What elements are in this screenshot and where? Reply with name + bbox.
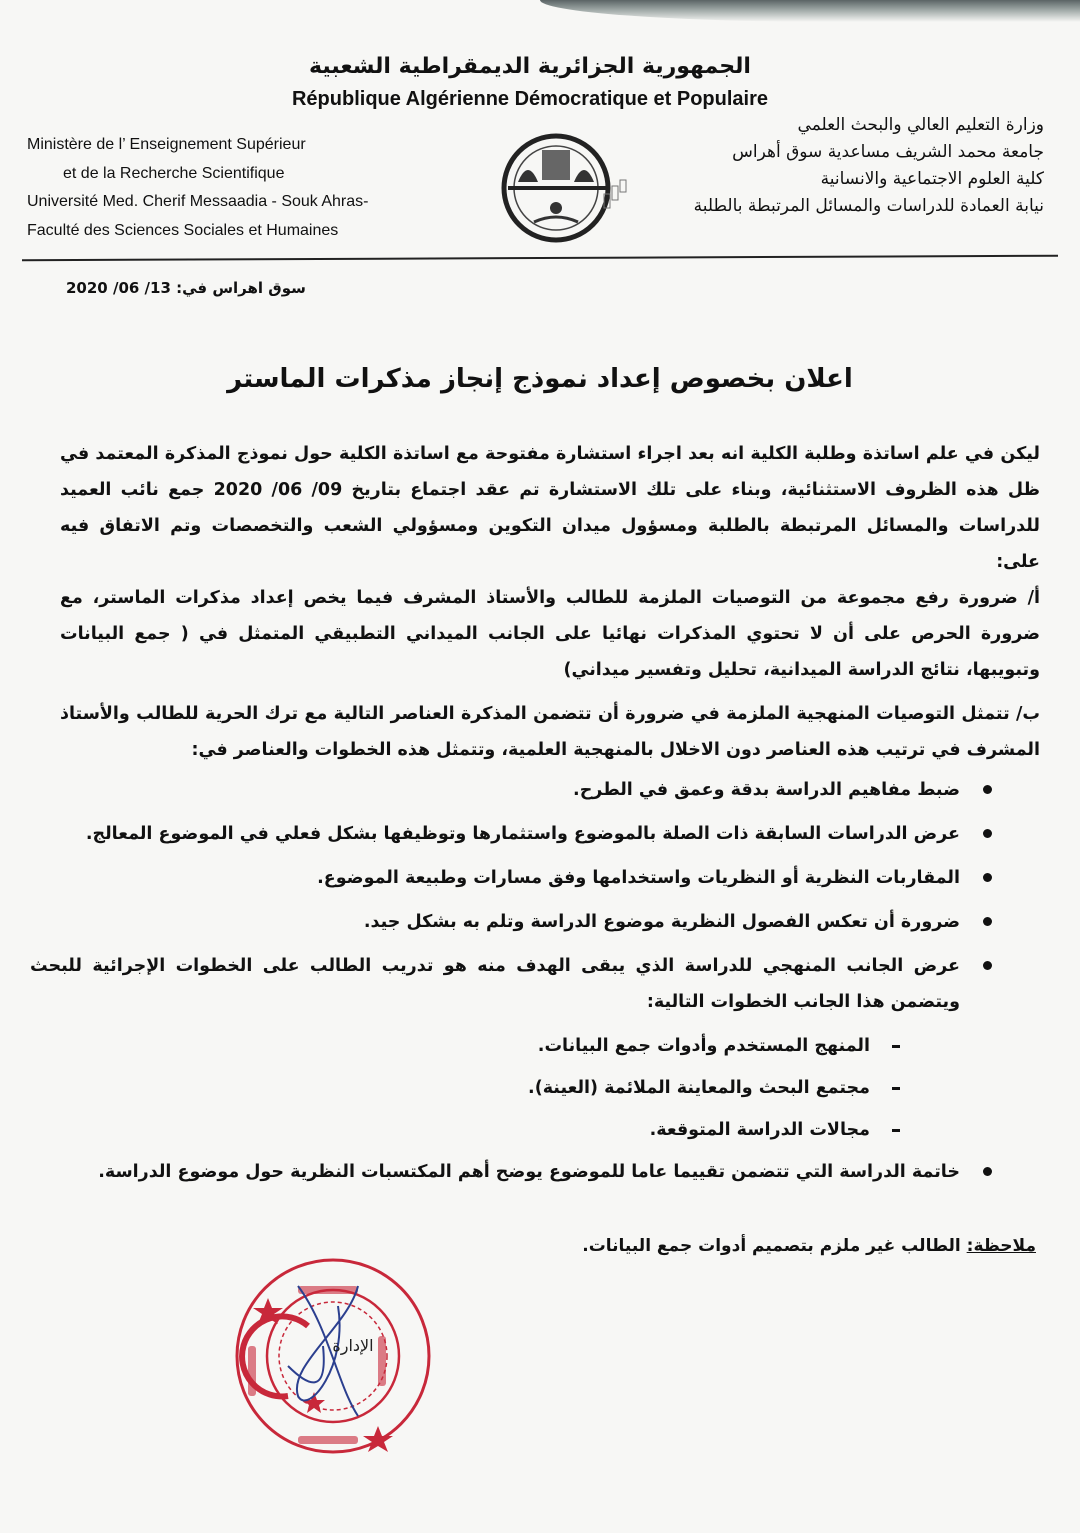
list-item: عرض الدراسات السابقة ذات الصلة بالموضوع واستثمارها وتوظيفها بشكل فعلي في الموضوع المعالج. <box>60 816 960 852</box>
requirements-list <box>30 772 1040 1020</box>
sub-list-item: المنهج المستخدم وأدوات جمع البيانات. <box>60 1028 870 1064</box>
methodology-steps-list <box>60 1028 1040 1148</box>
list-item: المقاربات النظرية أو النظريات واستخدامها وفق مسارات وطبيعة الموضوع. <box>60 860 960 896</box>
scan-shadow <box>540 0 1080 22</box>
document-title: اعلان بخصوص إعداد نموذج إنجاز مذكرات الماستر <box>227 364 853 394</box>
stamp-signature-text: الإدارة <box>332 1336 374 1355</box>
list-item: ضرورة أن تعكس الفصول النظرية موضوع الدراسة وتلم به بشكل جيد. <box>60 904 960 940</box>
faculty-line-fr: Faculté des Sciences Sociales et Humaines <box>27 221 339 239</box>
note-line <box>582 1236 1036 1256</box>
arabic-republic-heading: الجمهورية الجزائرية الديمقراطية الشعبية <box>309 54 751 79</box>
list-item: خاتمة الدراسة التي تتضمن تقييما عاما للموضوع يوضح أهم المكتسبات النظرية حول موضوع الدراسة. <box>30 1154 960 1190</box>
list-item: ضبط مفاهيم الدراسة بدقة وعمق في الطرح. <box>60 772 960 808</box>
intro-paragraph: ليكن في علم اساتذة وطلبة الكلية انه بعد اجراء استشارة مفتوحة مع اساتذة الكلية حول نموذج المذكرة المعتمد في ظل هذه الظروف الاستثنائية، وبناء على تلك الاستشارة تم عقد اجتماع بتاريخ 09/ 06/ 2020 جمع نائب العميد للدراسات والمسائل المرتبطة بالطلبة ومسؤول ميدان التكوين ومسؤولي الشعب والتخصصات وتم الاتفاق فيه على: <box>60 444 1041 572</box>
note-label: ملاحظة: <box>966 1236 1036 1256</box>
point-b-paragraph: ب/ تتمثل التوصيات المنهجية الملزمة في ضرورة أن تتضمن المذكرة العناصر التالية مع ترك الحرية للطالب والأستاذ المشرف في ترتيب هذه العناصر دون الاخلال بالمنهجية العلمية، وتتمثل هذه الخطوات والعناصر في: <box>60 704 1040 760</box>
header-left-french <box>27 131 447 245</box>
document-body <box>30 436 1041 1198</box>
faculty-line-ar: كلية العلوم الاجتماعية والانسانية <box>820 169 1044 189</box>
sub-list-item: مجتمع البحث والمعاينة الملائمة (العينة). <box>60 1070 870 1106</box>
university-line-fr: Université Med. Cherif Messaadia - Souk Ahras- <box>27 193 369 210</box>
note-text: الطالب غير ملزم بتصميم أدوات جمع البيانات. <box>582 1236 967 1256</box>
vice-deanship-line-ar: نيابة العمادة للدراسات والمسائل المرتبطة بالطلبة <box>693 196 1044 216</box>
header-right-arabic <box>624 112 1044 220</box>
university-line-ar: جامعة محمد الشريف مساعدية سوق أهراس <box>732 142 1044 162</box>
french-republic-heading: République Algérienne Démocratique et Populaire <box>291 88 768 110</box>
date-line: سوق اهراس في: 13/ 06/ 2020 <box>66 279 306 297</box>
point-a-paragraph: أ/ ضرورة رفع مجموعة من التوصيات الملزمة للطالب والأستاذ المشرف فيما يخص إعداد مذكرات الماستر، مع ضرورة الحرص على أن لا تحتوي المذكرات نهائيا على الجانب الميداني التطبيقي المتمثل في ( جمع البيانات وتبويبها، نتائج الدراسة الميدانية، تحليل وتفسير ميداني) <box>60 588 1040 680</box>
ministry-line-fr-2: et de la Recherche Scientifique <box>63 164 285 182</box>
list-item: عرض الجانب المنهجي للدراسة الذي يبقى الهدف منه هو تدريب الطالب على الخطوات الإجرائية للبحث ويتضمن هذا الجانب الخطوات التالية: <box>30 948 960 1020</box>
ministry-line-fr: Ministère de l’ Enseignement Supérieur <box>27 136 306 153</box>
conclusion-list <box>60 1154 1040 1190</box>
university-logo-icon <box>494 126 634 248</box>
official-stamp-icon <box>228 1246 438 1462</box>
header-divider <box>22 255 1058 262</box>
sub-list-item: مجالات الدراسة المتوقعة. <box>60 1112 870 1148</box>
ministry-line-ar: وزارة التعليم العالي والبحث العلمي <box>797 115 1044 135</box>
